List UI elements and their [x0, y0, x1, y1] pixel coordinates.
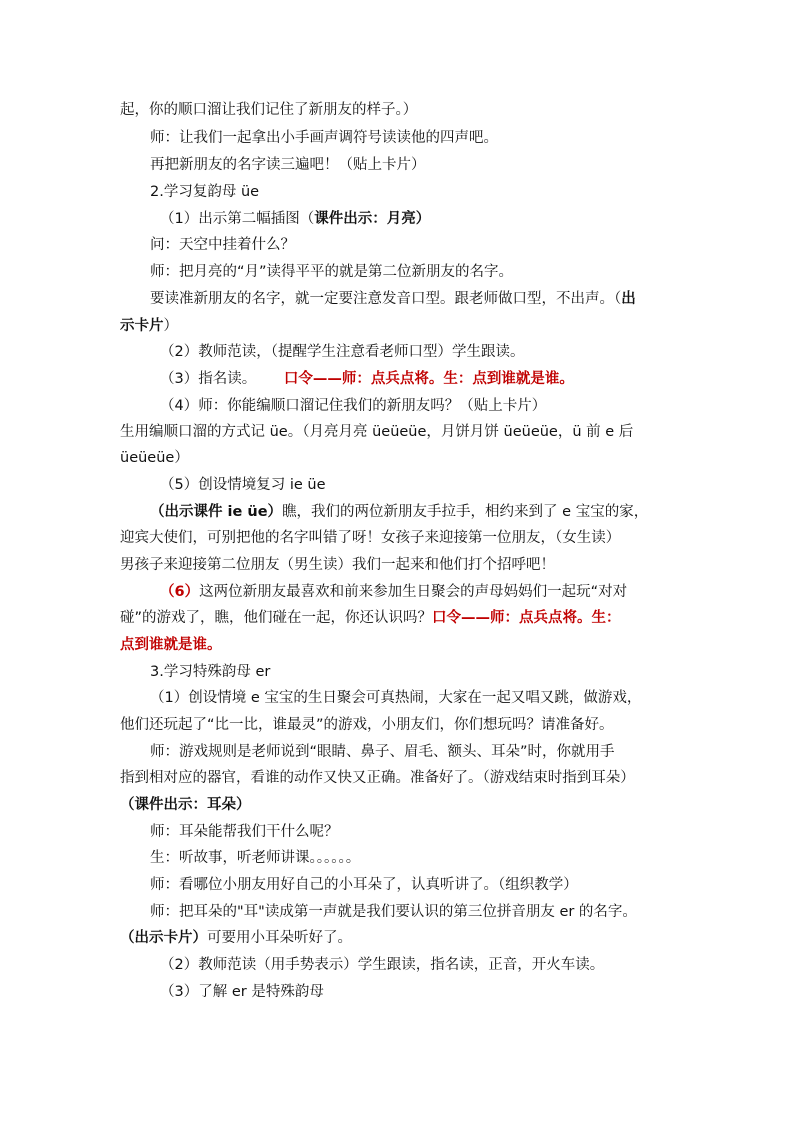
text: （2）教师范读（用手势表示）学生跟读，指名读，正音，开火车读。	[160, 957, 605, 973]
text: 师：游戏规则是老师说到“眼睛、鼻子、眉毛、额头、耳朵”时，你就用手	[150, 744, 615, 760]
section-heading	[150, 659, 270, 685]
bold-text: （出示卡片）	[120, 930, 207, 946]
text: 指到相对应的器官，看谁的动作又快又正确。准备好了。（游戏结束时指到耳朵）	[120, 770, 635, 786]
bold-text: 课件出示：月亮）	[314, 211, 431, 227]
bold-text: （课件出示：耳朵）	[120, 797, 251, 813]
text-line	[160, 472, 326, 498]
text-line	[120, 525, 620, 551]
text-line	[150, 125, 498, 151]
text-line	[120, 445, 189, 471]
text: 起，你的顺口溜让我们记住了新朋友的样子。）	[120, 102, 418, 118]
text-line	[150, 899, 637, 925]
text-line	[160, 206, 430, 232]
text-line	[150, 232, 295, 258]
text-line	[120, 552, 555, 578]
text: （5）创设情境复习 ie üe	[160, 477, 326, 493]
text-line	[120, 419, 633, 445]
text: 瞧，我们的两位新朋友手拉手，相约来到了 e 宝宝的家，	[282, 504, 649, 520]
text: 再把新朋友的名字读三遍吧！（贴上卡片）	[150, 157, 426, 173]
text: （2）教师范读，（提醒学生注意看老师口型）学生跟读。	[160, 344, 525, 360]
text: 男孩子来迎接第二位朋友（男生读）我们一起来和他们打个招呼吧！	[120, 557, 555, 573]
text: （1）出示第二幅插图（	[160, 211, 315, 227]
bold-text: 出	[621, 291, 636, 307]
text: 师：把月亮的“月”读得平平的就是第二位新朋友的名字。	[150, 264, 514, 280]
text-line	[160, 579, 627, 605]
text: ）	[163, 318, 178, 334]
text: 师：让我们一起拿出小手画声调符号读读他的四声吧。	[150, 130, 498, 146]
highlight-text: 口令——师：点兵点将。生：点到谁就是谁。	[283, 371, 574, 387]
text-line	[150, 259, 513, 285]
highlight-text: 口令——师：点兵点将。生：	[432, 610, 621, 626]
text: （1）创设情境 e 宝宝的生日聚会可真热闹，大家在一起又唱又跳，做游戏，	[150, 690, 642, 706]
text: 师：把耳朵的"耳"读成第一声就是我们要认识的第三位拼音朋友 er 的名字。	[150, 904, 637, 920]
text: 问：天空中挂着什么？	[150, 237, 295, 253]
text: 碰”的游戏了，瞧，他们碰在一起，你还认识吗？	[120, 610, 433, 626]
text-line	[120, 792, 251, 818]
text-line	[160, 952, 604, 978]
text: 生：听故事，听老师讲课。。。。。。	[150, 850, 361, 866]
text: 要读准新朋友的名字，就一定要注意发音口型。跟老师做口型，不出声。（	[150, 291, 622, 307]
text-line	[120, 712, 614, 738]
section-heading	[150, 179, 259, 205]
text-line	[120, 97, 417, 123]
text-line	[120, 765, 635, 791]
text: （4）师：你能编顺口溜记住我们的新朋友吗？（贴上卡片）	[160, 398, 547, 414]
text-line	[160, 979, 324, 1005]
text-line	[120, 632, 222, 658]
text-line	[150, 286, 636, 312]
text: 3.学习特殊韵母 er	[150, 664, 271, 680]
text: （3）了解 er 是特殊韵母	[160, 984, 324, 1000]
text: 生用编顺口溜的方式记 üe。（月亮月亮 üeüeüe，月饼月饼 üeüeüe，ü 前 e 后	[120, 424, 634, 440]
text-line	[150, 845, 360, 871]
text-line	[150, 819, 339, 845]
bold-text: 示卡片	[120, 318, 164, 334]
text: üeüeüe）	[120, 450, 189, 466]
text-line	[150, 685, 641, 711]
text-line	[160, 393, 546, 419]
highlight-text: 点到谁就是谁。	[120, 637, 222, 653]
text: 这两位新朋友最喜欢和前来参加生日聚会的声母妈妈们一起玩“对对	[199, 584, 628, 600]
text-line	[160, 366, 574, 392]
text-line	[150, 739, 615, 765]
text-line	[120, 313, 178, 339]
text: 师：看哪位小朋友用好自己的小耳朵了，认真听讲了。（组织教学）	[150, 877, 578, 893]
text-line	[150, 499, 648, 525]
text-line	[120, 925, 352, 951]
highlight-text: （6）	[160, 584, 200, 600]
text-line	[150, 872, 578, 898]
text: 可要用小耳朵听好了。	[207, 930, 352, 946]
text: 迎宾大使们，可别把他的名字叫错了呀！女孩子来迎接第一位朋友，（女生读）	[120, 530, 621, 546]
text-line	[160, 339, 524, 365]
text: 师：耳朵能帮我们干什么呢？	[150, 824, 339, 840]
text: 他们还玩起了“比一比，谁最灵”的游戏，小朋友们，你们想玩吗？请准备好。	[120, 717, 614, 733]
text-line	[120, 605, 621, 631]
text-line	[150, 152, 426, 178]
text: 2.学习复韵母 üe	[150, 184, 260, 200]
bold-text: （出示课件 ie üe）	[150, 504, 283, 520]
text: （3）指名读。	[160, 371, 284, 387]
